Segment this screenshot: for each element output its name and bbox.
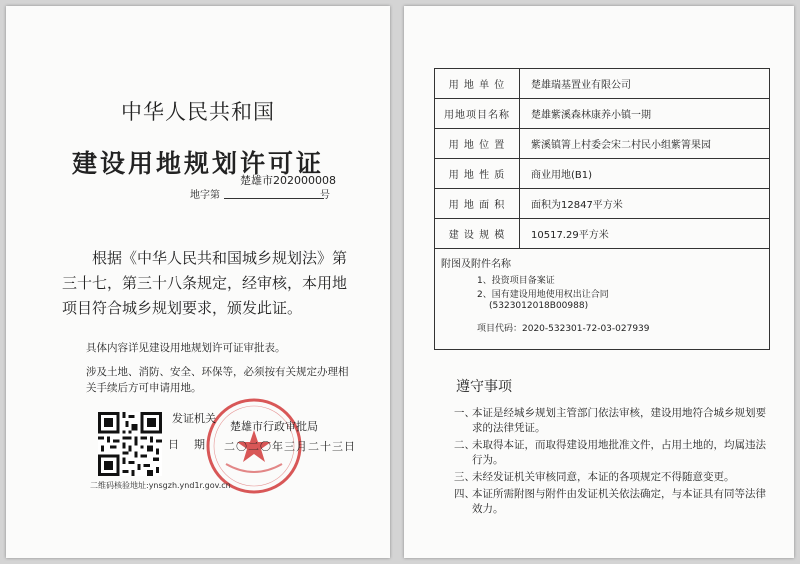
attachment-item: 2、国有建设用地使用权出让合同 xyxy=(477,290,609,300)
qr-verify-address: 二维码核验地址:ynsgzh.ynd1r.gov.cn xyxy=(90,481,231,490)
certificate-right-page xyxy=(404,6,794,558)
rule-item xyxy=(454,487,774,517)
attachments-section xyxy=(435,249,769,349)
row-label: 建 设 规 模 xyxy=(435,219,520,248)
attachment-item: 1、投资项目备案证 xyxy=(477,276,555,286)
rule-text: 本证是经城乡规划主管部门依法审核，建设用地符合城乡规划要求的法律凭证。 xyxy=(472,407,766,434)
table-row xyxy=(435,189,769,219)
row-value: 10517.29平方米 xyxy=(531,230,609,241)
issuer-name: 楚雄市行政审批局 xyxy=(230,420,318,433)
certificate-body-text: 根据《中华人民共和国城乡规划法》第三十七，第三十八条规定，经审核，本用地项目符合城乡规划要求，颁发此证。 xyxy=(62,249,348,317)
issuer-label: 发证机关 xyxy=(172,412,216,425)
table-row xyxy=(435,219,769,249)
row-value: 商业用地(B1) xyxy=(531,170,593,181)
rule-number: 一、 xyxy=(454,407,475,419)
rules-list xyxy=(454,406,774,519)
land-info-table xyxy=(434,68,770,350)
certificate-title: 建设用地规划许可证 xyxy=(71,149,324,178)
attachment-item: (5323012018B00988) xyxy=(489,301,589,311)
rule-text: 本证所需附图与附件由发证机关依法确定，与本证具有同等法律效力。 xyxy=(472,488,766,515)
date-label-period: 期 xyxy=(194,438,205,451)
rule-text: 未取得本证，而取得建设用地批准文件，占用土地的，均属违法行为。 xyxy=(472,439,766,466)
table-row xyxy=(435,69,769,99)
table-row xyxy=(435,129,769,159)
issue-date: 二〇二〇年三月二十三日 xyxy=(224,440,356,453)
rule-number: 三、 xyxy=(454,471,475,483)
project-code: 项目代码：2020-532301-72-03-027939 xyxy=(477,324,650,334)
certificate-prefix: 地字第 xyxy=(190,190,220,201)
rule-text: 未经发证机关审核同意，本证的各项规定不得随意变更。 xyxy=(472,471,735,483)
row-value: 楚雄瑞基置业有限公司 xyxy=(531,80,631,91)
country-title: 中华人民共和国 xyxy=(121,100,275,124)
rule-item xyxy=(454,406,774,436)
row-value: 面积为12847平方米 xyxy=(531,200,623,211)
coordination-note: 涉及土地、消防、安全、环保等，必须按有关规定办理相关手续后方可申请用地。 xyxy=(86,366,349,394)
details-note: 具体内容详见建设用地规划许可证审批表。 xyxy=(86,342,286,354)
rule-number: 二、 xyxy=(454,439,475,451)
table-row xyxy=(435,99,769,129)
certificate-left-page xyxy=(6,6,390,558)
rule-item xyxy=(454,470,774,485)
rule-number: 四、 xyxy=(454,488,475,500)
row-label: 用 地 单 位 xyxy=(435,69,520,98)
qr-code xyxy=(98,412,162,476)
table-row xyxy=(435,159,769,189)
attachments-title: 附图及附件名称 xyxy=(441,259,511,270)
date-label-day: 日 xyxy=(168,438,179,451)
row-value: 紫溪镇箐上村委会宋二村民小组紫箐果园 xyxy=(531,140,711,151)
row-label: 用地项目名称 xyxy=(435,99,520,128)
row-label: 用 地 面 积 xyxy=(435,189,520,218)
rule-item xyxy=(454,438,774,468)
row-value: 楚雄紫溪森林康养小镇一期 xyxy=(531,110,651,121)
certificate-number-underline xyxy=(224,198,324,199)
certificate-number: 楚雄市202000008 xyxy=(240,174,336,187)
row-label: 用 地 性 质 xyxy=(435,159,520,188)
rules-title: 遵守事项 xyxy=(456,379,512,395)
certificate-suffix: 号 xyxy=(320,190,330,201)
row-label: 用 地 位 置 xyxy=(435,129,520,158)
